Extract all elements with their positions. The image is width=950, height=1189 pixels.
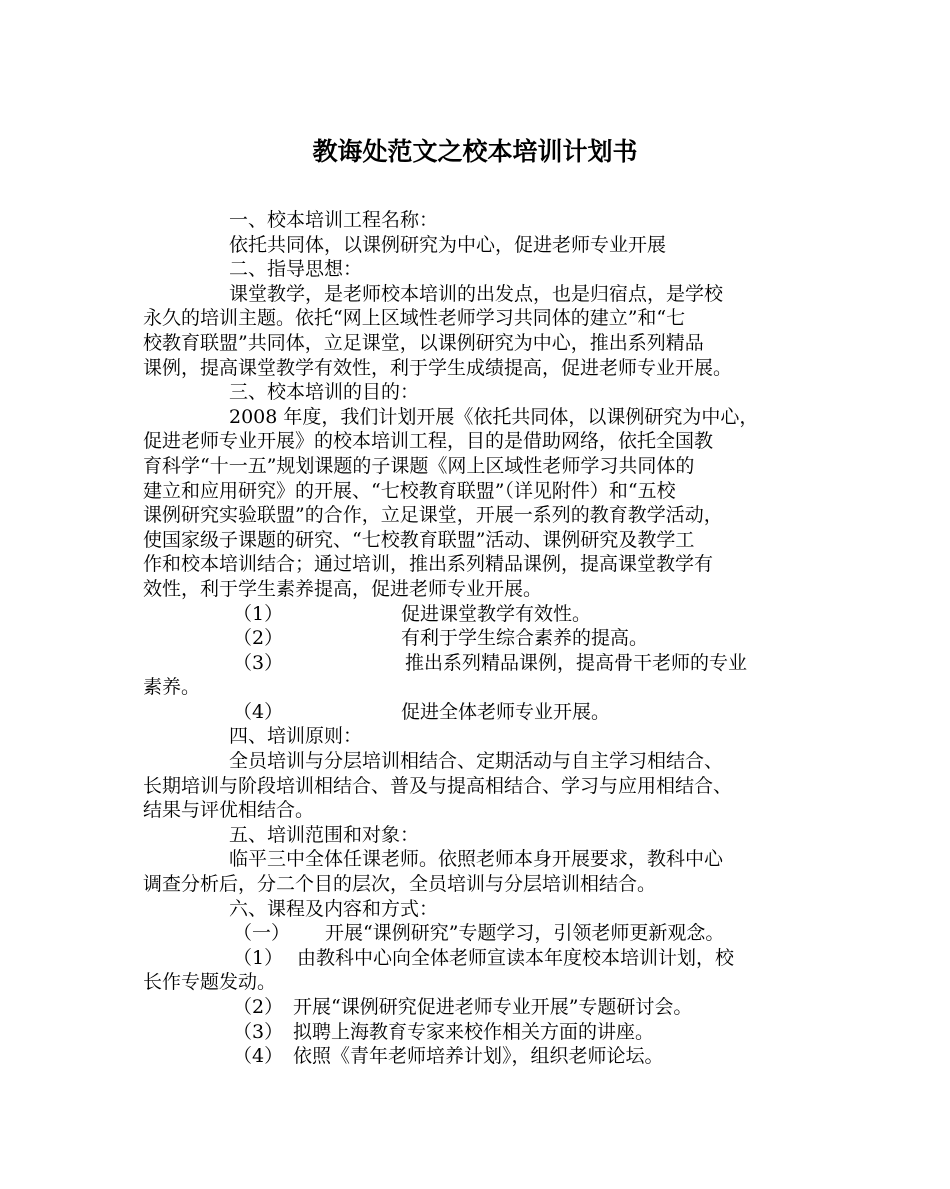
paragraph-line: 结果与评优相结合。 <box>143 799 315 822</box>
paragraph-line: 促进老师专业开展》的校本培训工程，目的是借助网络，依托全国教 <box>143 430 714 453</box>
paragraph-line: 育科学“十一五”规划课题的子课题《网上区域性老师学习共同体的 <box>143 454 695 477</box>
document-body <box>143 208 823 1069</box>
goal-item-number: （4） <box>233 700 284 723</box>
goal-item-number: （2） <box>233 627 284 650</box>
paragraph-line: 课堂教学，是老师校本培训的出发点，也是归宿点，是学校 <box>229 282 724 305</box>
section-5-paragraph <box>143 847 823 896</box>
paragraph-line: 作和校本培训结合；通过培训，推出系列精品课例，提高课堂教学有 <box>143 553 714 576</box>
paragraph-line: 长期培训与阶段培训相结合、普及与提高相结合、学习与应用相结合、 <box>143 774 733 797</box>
course-item-2 <box>143 995 823 1020</box>
course-subsection-1 <box>143 921 823 946</box>
paragraph-line: 效性，利于学生素养提高，促进老师专业开展。 <box>143 577 543 600</box>
course-item-3 <box>143 1020 823 1045</box>
section-2-paragraph <box>143 282 823 380</box>
paragraph-line: 2008 年度，我们计划开展《依托共同体，以课例研究为中心， <box>229 405 759 428</box>
course-item-text: 依照《青年老师培养计划》，组织老师论坛。 <box>293 1045 664 1068</box>
course-item-continuation: 长作专题发动。 <box>143 971 277 994</box>
paragraph-line: 调查分析后，分二个目的层次，全员培训与分层培训相结合。 <box>143 873 657 896</box>
goal-item-number: （3） <box>233 651 284 674</box>
paragraph-line: 临平三中全体任课老师。依照老师本身开展要求，教科中心 <box>229 848 724 871</box>
section-1-heading: 一、校本培训工程名称： <box>229 209 439 231</box>
paragraph-line: 课例，提高课堂教学有效性，利于学生成绩提高，促进老师专业开展。 <box>143 356 733 379</box>
section-6-heading: 六、课程及内容和方式： <box>229 897 439 920</box>
goal-item-number: （1） <box>233 602 284 625</box>
paragraph-line: 建立和应用研究》的开展、“七校教育联盟”（详见附件）和“五校 <box>143 479 676 502</box>
course-item-text: 开展“课例研究促进老师专业开展”专题研讨会。 <box>293 996 693 1018</box>
paragraph-line: 永久的培训主题。依托“网上区域性老师学习共同体的建立”和“七 <box>143 307 686 330</box>
goal-item-text: 促进全体老师专业开展。 <box>401 700 611 723</box>
course-item-4 <box>143 1044 823 1069</box>
goal-item-text: 推出系列精品课例，提高骨干老师的专业 <box>405 651 748 674</box>
course-item-number: （4） <box>233 1045 284 1068</box>
course-item-number: （3） <box>233 1020 284 1043</box>
course-item-text: 由教科中心向全体老师宣读本年度校本培训计划，校 <box>297 946 735 969</box>
paragraph-line: 全员培训与分层培训相结合、定期活动与自主学习相结合、 <box>229 750 724 773</box>
section-5-heading: 五、培训范围和对象： <box>229 823 420 846</box>
goal-item-1 <box>143 602 823 627</box>
goal-item-text: 促进课堂教学有效性。 <box>401 602 592 625</box>
section-3-heading: 三、校本培训的目的： <box>229 381 420 404</box>
document-title: 教诲处范文之校本培训计划书 <box>312 137 638 166</box>
goal-item-text: 有利于学生综合素养的提高。 <box>401 627 649 650</box>
subsection-number: （一） <box>233 922 291 945</box>
goal-item-4 <box>143 700 823 725</box>
goal-item-2 <box>143 626 823 651</box>
subsection-text: 开展“课例研究”专题学习，引领老师更新观念。 <box>325 922 725 945</box>
section-3-paragraph <box>143 405 823 602</box>
course-item-number: （1） <box>233 946 284 969</box>
paragraph-line: 校教育联盟”共同体，立足课堂，以课例研究为中心，推出系列精品 <box>143 331 704 354</box>
goal-item-continuation: 素养。 <box>143 676 201 699</box>
section-1-text: 依托共同体，以课例研究为中心，促进老师专业开展 <box>229 233 667 256</box>
course-item-1 <box>143 946 823 995</box>
section-4-paragraph <box>143 749 823 823</box>
goal-item-3 <box>143 651 823 700</box>
course-item-number: （2） <box>233 996 284 1018</box>
paragraph-line: 使国家级子课题的研究、“七校教育联盟”活动、课例研究及教学工 <box>143 528 695 551</box>
section-4-heading: 四、培训原则： <box>229 725 363 748</box>
section-2-heading: 二、指导思想： <box>229 258 363 281</box>
course-item-text: 拟聘上海教育专家来校作相关方面的讲座。 <box>293 1020 655 1043</box>
paragraph-line: 课例研究实验联盟”的合作，立足课堂，开展一系列的教育教学活动， <box>143 504 723 527</box>
